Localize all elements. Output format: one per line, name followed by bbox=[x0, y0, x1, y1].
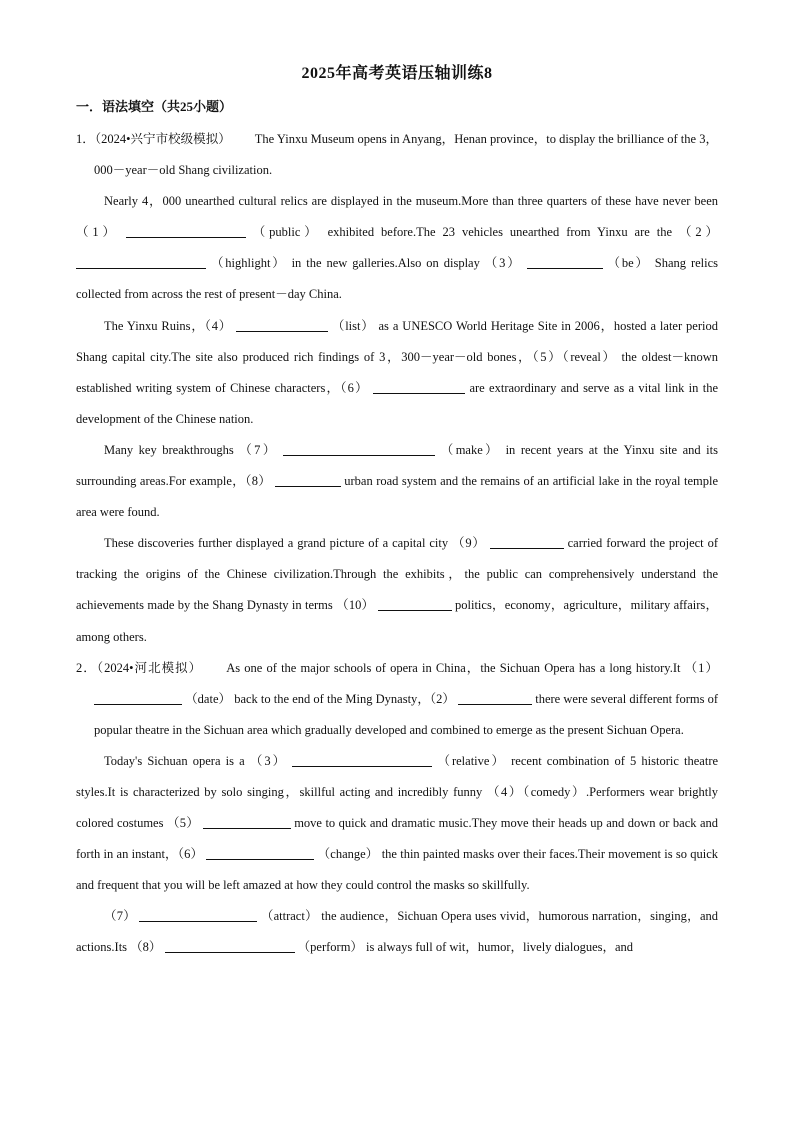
answer-blank-7[interactable] bbox=[139, 907, 257, 922]
question-2-intro bbox=[76, 653, 718, 746]
question-1-paragraph-1 bbox=[76, 186, 718, 310]
question-1-paragraph-2 bbox=[76, 311, 718, 435]
passage-text: Many key breakthroughs （7） bbox=[104, 442, 278, 457]
answer-blank-3[interactable] bbox=[527, 254, 603, 269]
question-number: 2． bbox=[76, 660, 97, 675]
answer-blank-4[interactable] bbox=[236, 317, 328, 332]
answer-blank-7[interactable] bbox=[283, 441, 435, 456]
passage-text: politics，economy，agriculture，military affairs，among others. bbox=[76, 598, 719, 644]
question-1-paragraph-4 bbox=[76, 528, 718, 652]
answer-blank-1[interactable] bbox=[126, 223, 246, 238]
passage-text: （7） bbox=[104, 909, 137, 924]
passage-text: These discoveries further displayed a grand picture of a capital city （9） bbox=[104, 536, 486, 551]
answer-blank-2[interactable] bbox=[76, 254, 206, 269]
passage-text: （public） exhibited before.The 23 vehicles unearthed from Yinxu are the （2） bbox=[252, 225, 718, 240]
passage-text: （make） in recent years at the Yinxu site and its surrounding areas.For example，（8） bbox=[76, 442, 718, 489]
passage-text: （date） back to the end of the Ming Dynasty，（2） bbox=[185, 691, 455, 706]
passage-text: （attract） the audience，Sichuan Opera uses vivid，humorous narration，singing，and actions.Its （8） bbox=[76, 909, 718, 955]
passage-text: Today's Sichuan opera is a （3） bbox=[104, 753, 288, 768]
answer-blank-6[interactable] bbox=[373, 379, 465, 394]
question-2-paragraph-2 bbox=[76, 901, 718, 963]
question-1-paragraph-3 bbox=[76, 435, 718, 528]
question-source: （2024•河北模拟） bbox=[96, 660, 203, 675]
answer-blank-6[interactable] bbox=[206, 845, 314, 860]
passage-text: （perform） is always full of wit，humor，lively dialogues，and bbox=[297, 940, 634, 955]
passage-text: The Yinxu Ruins，（4） bbox=[104, 318, 233, 333]
passage-text: urban road system and the remains of an artificial lake in the royal temple area were found. bbox=[76, 474, 719, 520]
passage-text: （highlight） in the new galleries.Also on display （3） bbox=[210, 256, 522, 271]
page-title: 2025年高考英语压轴训练8 bbox=[301, 65, 493, 82]
passage-text: The Yinxu Museum opens in Anyang，Henan province，to display the brilliance of the 3，000－year－old Shang civilization. bbox=[94, 132, 718, 178]
passage-text: （relative） recent combination of 5 historic theatre styles.It is characterized by solo singing，skillful acting and incredibly funny （4）（comedy）.Performers wear brightly colored costumes （5） bbox=[76, 753, 719, 831]
answer-blank-8[interactable] bbox=[275, 472, 341, 487]
passage-text: （list） as a UNESCO World Heritage Site in 2006，hosted a later period Shang capital city.The site also produced rich findings of 3，300－year－old bones，（5）（reveal） the oldest－known established writing system of Chinese characters，（6） bbox=[76, 318, 718, 395]
answer-blank-2[interactable] bbox=[458, 690, 532, 705]
passage-text: carried forward the project of tracking the origins of the Chinese civilization.Through the exhibits，the public can comprehensively understand the achievements made by the Shang Dynasty in terms （10） bbox=[76, 536, 718, 613]
passage-text: As one of the major schools of opera in China，the Sichuan Opera has a long history.It （1） bbox=[226, 660, 718, 675]
answer-blank-10[interactable] bbox=[378, 596, 452, 611]
answer-blank-1[interactable] bbox=[94, 690, 182, 705]
passage-text: are extraordinary and serve as a vital link in the development of the Chinese nation. bbox=[76, 380, 718, 426]
answer-blank-8[interactable] bbox=[165, 938, 295, 953]
answer-blank-5[interactable] bbox=[203, 814, 291, 829]
passage-text: there were several different forms of popular theatre in the Sichuan area which gradually developed and combined to emerge as the present Sichuan Opera. bbox=[94, 691, 719, 737]
passage-text: （change） the thin painted masks over their faces.Their movement is so quick and frequent that you will be left amazed at how they could control the masks so skillfully. bbox=[76, 847, 719, 893]
answer-blank-3[interactable] bbox=[292, 752, 432, 767]
question-number: 1． bbox=[76, 132, 95, 146]
passage-text: move to quick and dramatic music.They move their heads up and down or back and forth in an instant，（6） bbox=[76, 816, 719, 862]
document-body bbox=[76, 124, 718, 964]
passage-text: （be） Shang relics collected from across the rest of present－day China. bbox=[76, 256, 719, 302]
answer-blank-9[interactable] bbox=[490, 534, 564, 549]
question-1-intro bbox=[76, 124, 718, 186]
question-2-paragraph-1 bbox=[76, 746, 718, 901]
passage-text: Nearly 4，000 unearthed cultural relics are displayed in the museum.More than three quarters of these have never been （1） bbox=[76, 194, 718, 240]
section-heading: 一．语法填空（共25小题） bbox=[76, 99, 233, 114]
question-source: （2024•兴宁市校级模拟） bbox=[94, 132, 231, 146]
